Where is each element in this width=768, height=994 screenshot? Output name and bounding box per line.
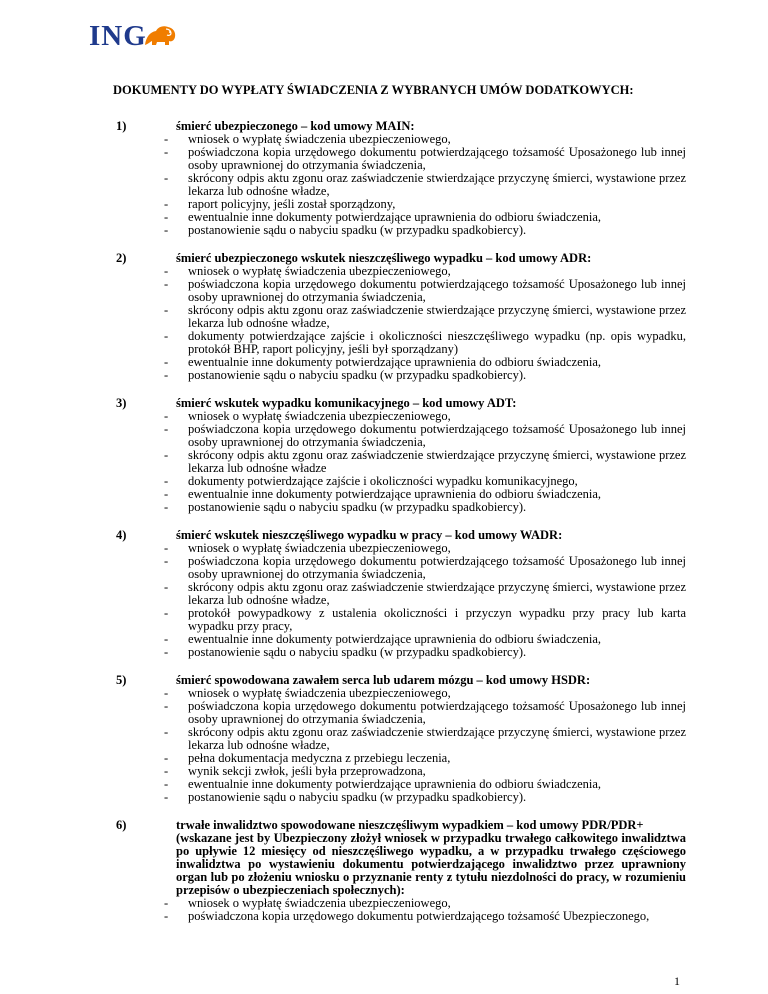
document-list (176, 265, 686, 382)
list-item: - postanowienie sądu o nabyciu spadku (w przypadku spadkobiercy). (176, 501, 686, 514)
list-item: - ewentualnie inne dokumenty potwierdzające uprawnienia do odbioru świadczenia, (176, 356, 686, 369)
section-content (176, 397, 686, 514)
list-item: - poświadczona kopia urzędowego dokumentu potwierdzającego tożsamość Uposażonego lub innej osoby uprawnionej do otrzymania świadczenia, (176, 278, 686, 304)
section-note: (wskazane jest by Ubezpieczony złożył wniosek w przypadku trwałego całkowitego inwalidztwa po upływie 12 miesięcy od nieszczęśliwego wypadku, a w przypadku trwałego częściowego inwalidztwa po wystawieniu dokumentu potwierdzającego inwalidztwo przez uprawniony organ lub po złożeniu wniosku o przyznanie renty z tytułu niezdolności do pracy, w rozumieniu przepisów o ubezpieczeniach społecznych): (176, 831, 686, 897)
section-title: śmierć spowodowana zawałem serca lub udarem mózgu – kod umowy HSDR: (176, 673, 591, 687)
section-number: 3) (116, 396, 127, 410)
list-item: - wniosek o wypłatę świadczenia ubezpieczeniowego, (176, 897, 686, 910)
list-item: - wniosek o wypłatę świadczenia ubezpieczeniowego, (176, 542, 686, 555)
list-item: - wniosek o wypłatę świadczenia ubezpieczeniowego, (176, 687, 686, 700)
list-item: - dokumenty potwierdzające zajście i okoliczności wypadku komunikacyjnego, (176, 475, 686, 488)
document-list (176, 133, 686, 237)
list-item: - postanowienie sądu o nabyciu spadku (w przypadku spadkobiercy). (176, 646, 686, 659)
list-item: - skrócony odpis aktu zgonu oraz zaświadczenie stwierdzające przyczynę śmierci, wystawione przez lekarza lub odnośne władze, (176, 172, 686, 198)
section-content (176, 674, 686, 804)
list-item: - protokół powypadkowy z ustalenia okoliczności i przyczyn wypadku przy pracy lub karta wypadku przy pracy, (176, 607, 686, 633)
section-number: 4) (116, 528, 127, 542)
list-item: - wynik sekcji zwłok, jeśli była przeprowadzona, (176, 765, 686, 778)
section (116, 674, 686, 804)
list-item: - ewentualnie inne dokumenty potwierdzające uprawnienia do odbioru świadczenia, (176, 211, 686, 224)
list-item: - skrócony odpis aktu zgonu oraz zaświadczenie stwierdzające przyczynę śmierci, wystawione przez lekarza lub odnośne władze, (176, 726, 686, 752)
section-content (176, 120, 686, 237)
list-item: - ewentualnie inne dokumenty potwierdzające uprawnienia do odbioru świadczenia, (176, 778, 686, 791)
section-content (176, 819, 686, 923)
list-item: - poświadczona kopia urzędowego dokumentu potwierdzającego tożsamość Uposażonego lub innej osoby uprawnionej do otrzymania świadczenia, (176, 700, 686, 726)
section-number: 6) (116, 818, 127, 832)
list-item: - poświadczona kopia urzędowego dokumentu potwierdzającego tożsamość Uposażonego lub innej osoby uprawnionej do otrzymania świadczenia, (176, 146, 686, 172)
list-item: - pełna dokumentacja medyczna z przebiegu leczenia, (176, 752, 686, 765)
section-number: 1) (116, 119, 127, 133)
section-title: śmierć ubezpieczonego wskutek nieszczęśliwego wypadku – kod umowy ADR: (176, 251, 592, 265)
list-item: - raport policyjny, jeśli został sporządzony, (176, 198, 686, 211)
page-number: 1 (674, 974, 680, 988)
list-item: - wniosek o wypłatę świadczenia ubezpieczeniowego, (176, 410, 686, 423)
section-number: 2) (116, 251, 127, 265)
section (116, 120, 686, 237)
list-item: - postanowienie sądu o nabyciu spadku (w przypadku spadkobiercy). (176, 224, 686, 237)
list-item: - skrócony odpis aktu zgonu oraz zaświadczenie stwierdzające przyczynę śmierci, wystawione przez lekarza lub odnośne władze, (176, 304, 686, 330)
document-heading: DOKUMENTY DO WYPŁATY ŚWIADCZENIA Z WYBRANYCH UMÓW DODATKOWYCH: (113, 83, 634, 97)
list-item: - dokumenty potwierdzające zajście i okoliczności nieszczęśliwego wypadku (np. opis wypadku, protokół BHP, raport policyjny, jeśli był sporządzany) (176, 330, 686, 356)
document-list (176, 542, 686, 659)
section (116, 819, 686, 923)
list-item: - ewentualnie inne dokumenty potwierdzające uprawnienia do odbioru świadczenia, (176, 488, 686, 501)
section (116, 252, 686, 382)
list-item: - skrócony odpis aktu zgonu oraz zaświadczenie stwierdzające przyczynę śmierci, wystawione przez lekarza lub odnośne władze (176, 449, 686, 475)
section (116, 529, 686, 659)
document-list (176, 687, 686, 804)
logo-text: ING (89, 20, 147, 52)
list-item: - poświadczona kopia urzędowego dokumentu potwierdzającego tożsamość Uposażonego lub innej osoby uprawnionej do otrzymania świadczenia, (176, 555, 686, 581)
section (116, 397, 686, 514)
list-item: - wniosek o wypłatę świadczenia ubezpieczeniowego, (176, 265, 686, 278)
section-number: 5) (116, 673, 127, 687)
list-item: - postanowienie sądu o nabyciu spadku (w przypadku spadkobiercy). (176, 369, 686, 382)
section-title: śmierć wskutek wypadku komunikacyjnego – kod umowy ADT: (176, 396, 517, 410)
lion-icon (142, 23, 178, 49)
section-title: trwałe inwalidztwo spowodowane nieszczęśliwym wypadkiem – kod umowy PDR/PDR+ (176, 818, 644, 832)
list-item: - poświadczona kopia urzędowego dokumentu potwierdzającego tożsamość Uposażonego lub innej osoby uprawnionej do otrzymania świadczenia, (176, 423, 686, 449)
document-list (176, 410, 686, 514)
document-list (176, 897, 686, 923)
section-content (176, 529, 686, 659)
sections-list (116, 120, 686, 938)
section-content (176, 252, 686, 382)
list-item: - postanowienie sądu o nabyciu spadku (w przypadku spadkobiercy). (176, 791, 686, 804)
section-title: śmierć ubezpieczonego – kod umowy MAIN: (176, 119, 415, 133)
list-item: - skrócony odpis aktu zgonu oraz zaświadczenie stwierdzające przyczynę śmierci, wystawione przez lekarza lub odnośne władze, (176, 581, 686, 607)
list-item: - poświadczona kopia urzędowego dokumentu potwierdzającego tożsamość Ubezpieczonego, (176, 910, 686, 923)
section-title: śmierć wskutek nieszczęśliwego wypadku w pracy – kod umowy WADR: (176, 528, 563, 542)
list-item: - ewentualnie inne dokumenty potwierdzające uprawnienia do odbioru świadczenia, (176, 633, 686, 646)
list-item: - wniosek o wypłatę świadczenia ubezpieczeniowego, (176, 133, 686, 146)
